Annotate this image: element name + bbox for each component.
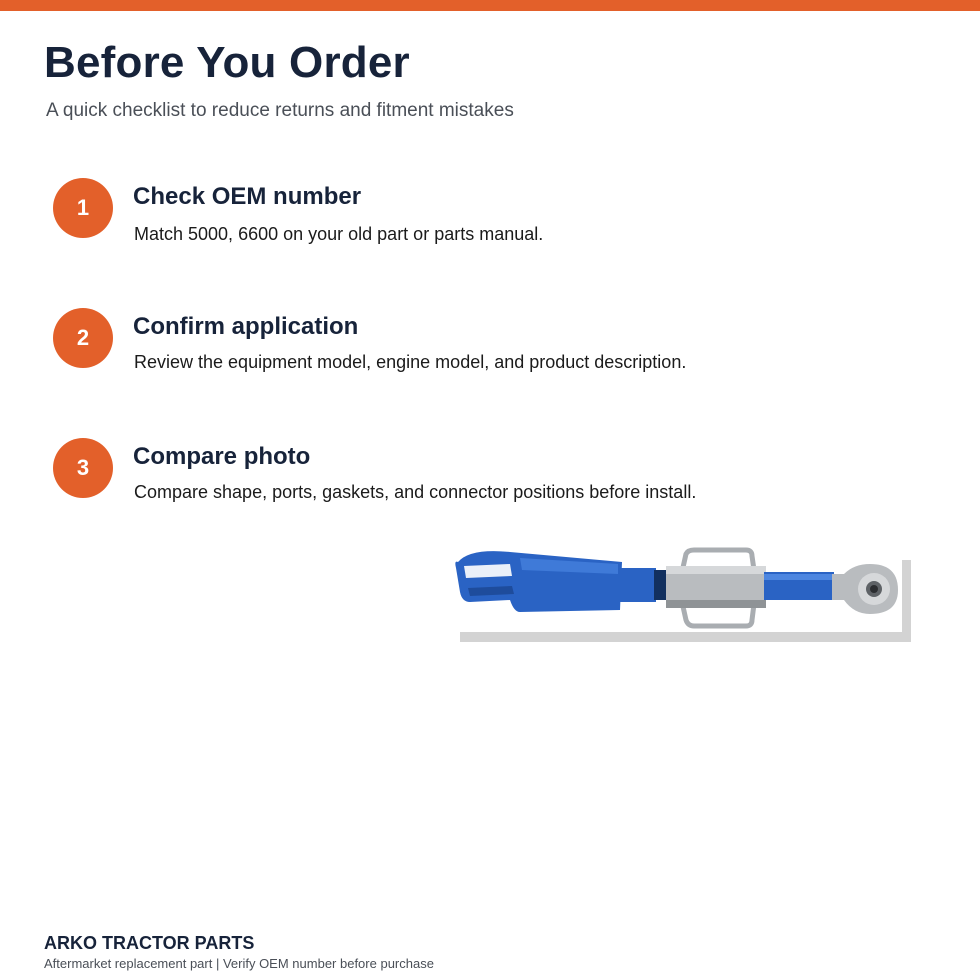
page-subtitle: A quick checklist to reduce returns and fitment mistakes <box>46 100 514 121</box>
step-description: Compare shape, ports, gaskets, and connector positions before install. <box>134 482 697 502</box>
page-title: Before You Order <box>44 38 410 87</box>
step-description: Match 5000, 6600 on your old part or parts manual. <box>134 224 544 244</box>
footer-brand: ARKO TRACTOR PARTS <box>44 933 255 953</box>
step-title: Compare photo <box>133 443 311 470</box>
step-number-badge: 1 <box>53 178 113 238</box>
step-title: Check OEM number <box>133 183 362 210</box>
top-link-illustration-icon <box>450 540 920 650</box>
step-number-badge: 3 <box>53 438 113 498</box>
step-title: Confirm application <box>133 313 359 340</box>
top-accent-bar <box>0 0 980 11</box>
step-description: Review the equipment model, engine model, and product description. <box>134 352 687 372</box>
footer-note: Aftermarket replacement part | Verify OEM number before purchase <box>44 956 434 971</box>
step-number-badge: 2 <box>53 308 113 368</box>
